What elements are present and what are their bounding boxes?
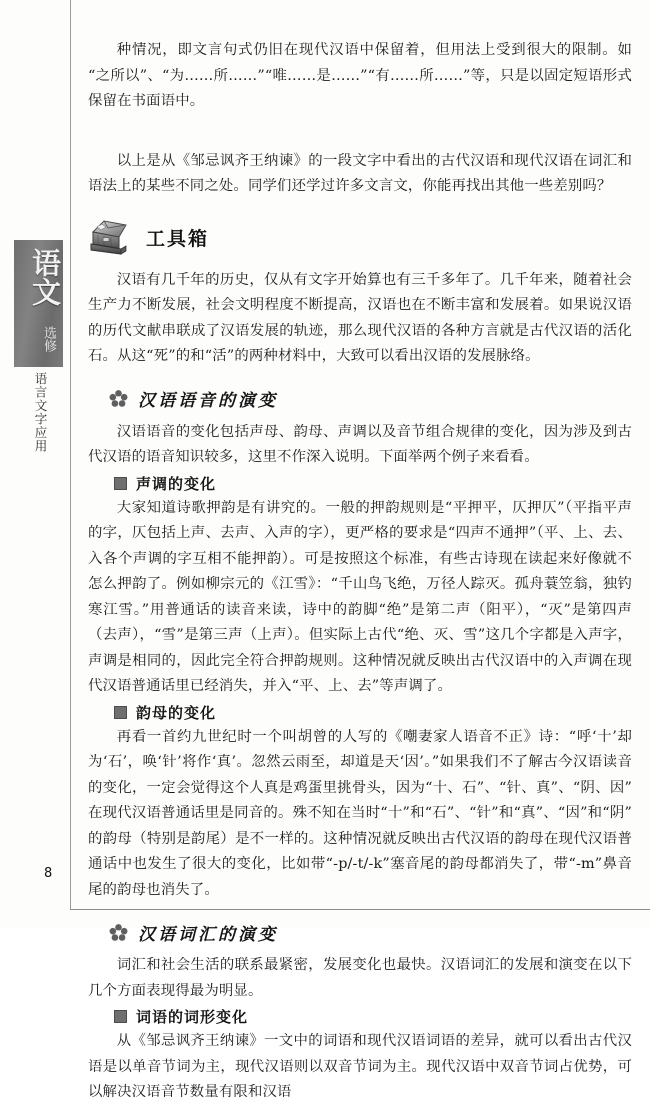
section-heading-label: 汉语词汇的演变 xyxy=(138,924,278,945)
subsection-body-yunmu: 再看一首约九世纪时一个叫胡曾的人写的《嘲妻家人语音不正》诗：“呼‘十’却为‘石’，唤‘针’将作‘真’。忽然云雨至，却道是天‘因’。”如果我们不了解古今汉语读音的变化，一定会觉得这个人真是鸡蛋里挑骨头，因为“十、石”、“针、真”、“阴、因”在现代汉语普通话里是同音的。殊不知在当时“十”和“石”、“针”和“真”、“因”和“阴”的韵母（特别是韵尾）是不一样的。这种情况就反映出古代汉语的韵母在现代汉语普通话中也发生了很大的变化，比如带“-p/-t/-k”塞音尾的韵母都消失了，带“-m”鼻音尾的韵母也消失了。 xyxy=(88,728,632,898)
subsection-heading-label: 声调的变化 xyxy=(136,474,217,493)
subsection-heading-yunmu xyxy=(114,700,632,725)
flower-icon xyxy=(110,924,127,941)
section-heading-yuyin xyxy=(110,385,632,413)
flower-icon xyxy=(110,390,127,407)
subsection-body-cixing: 从《邹忌讽齐王纳谏》一文中的词语和现代汉语词语的差异，就可以看出古代汉语是以单音节词为主，现代汉语则以双音节词为主。现代汉语中双音节词占优势，可以解决汉语音节数量有限和汉语 xyxy=(88,1033,632,1100)
summary-paragraph: 以上是从《邹忌讽齐王纳谏》的一段文字中看出的古代汉语和现代汉语在词汇和语法上的某些不同之处。同学们还学过许多文言文，你能再找出其他一些差别吗？ xyxy=(88,152,632,194)
section-heading-label: 汉语语音的演变 xyxy=(138,391,278,411)
section-intro-paragraph: 词汇和社会生活的联系最紧密，发展变化也最快。汉语词汇的发展和演变在以下几个方面表现得最为明显。 xyxy=(88,957,632,999)
section-intro-paragraph: 汉语语音的变化包括声母、韵母、声调以及音节组合规律的变化，因为涉及到古代汉语的语音知识较多，这里不作深入说明。下面举两个例子来看看。 xyxy=(88,423,632,465)
opening-paragraph: 种情况，即文言句式仍旧在现代汉语中保留着，但用法上受到很大的限制。如“之所以”、“为……所……”“唯……是……”“有……所……”等，只是以固定短语形式保留在书面语中。 xyxy=(88,42,632,109)
toolbox-intro-paragraph: 汉语有几千年的历史，仅从有文字开始算也有三千多年了。几千年来，随着社会生产力不断发展，社会文明程度不断提高，汉语也在不断丰富和发展着。如果说汉语的历代文献串联成了汉语发展的轨迹，那么现代汉语的各种方言就是古代汉语的活化石。从这“死”的和“活”的两种材料中，大致可以看出汉语的发展脉络。 xyxy=(88,271,632,364)
page-number: 8 xyxy=(44,866,53,881)
toolbox-icon xyxy=(88,218,130,258)
subsection-heading-shengdiao xyxy=(114,471,632,496)
toolbox-header xyxy=(88,215,632,261)
vertical-rule xyxy=(70,0,71,910)
subsection-heading-cixing xyxy=(114,1004,632,1029)
spine-book-subtitle: 选修 xyxy=(41,326,56,352)
square-bullet-icon xyxy=(114,1010,127,1023)
square-bullet-icon xyxy=(114,477,127,490)
section-heading-cihui xyxy=(110,918,632,946)
main-content xyxy=(88,38,632,1106)
square-bullet-icon xyxy=(114,706,127,719)
spine-series-label: 语言文字应用 xyxy=(33,372,48,453)
page-spine xyxy=(0,0,71,910)
subsection-body-shengdiao: 大家知道诗歌押韵是有讲究的。一般的押韵规则是“平押平，仄押仄”（平指平声的字，仄包括上声、去声、入声的字），更严格的要求是“四声不通押”（平、上、去、入各个声调的字互相不能押韵）。可是按照这个标准，有些古诗现在读起来好像就不怎么押韵了。例如柳宗元的《江雪》：“千山鸟飞绝，万径人踪灭。孤舟蓑笠翁，独钓寒江雪。”用普通话的读音来读，诗中的韵脚“绝”是第二声（阳平），“灭”是第四声（去声），“雪”是第三声（上声）。但实际上古代“绝、灭、雪”这几个字都是入声字，声调是相同的，因此完全符合押韵规则。这种情况就反映出古代汉语中的入声调在现代汉语普通话里已经消失，并入“平、上、去”等声调了。 xyxy=(88,499,632,694)
toolbox-title: 工具箱 xyxy=(146,228,210,250)
spine-book-title: 语文 xyxy=(28,248,62,306)
subsection-heading-label: 韵母的变化 xyxy=(136,703,217,722)
subsection-heading-label: 词语的词形变化 xyxy=(136,1008,249,1026)
